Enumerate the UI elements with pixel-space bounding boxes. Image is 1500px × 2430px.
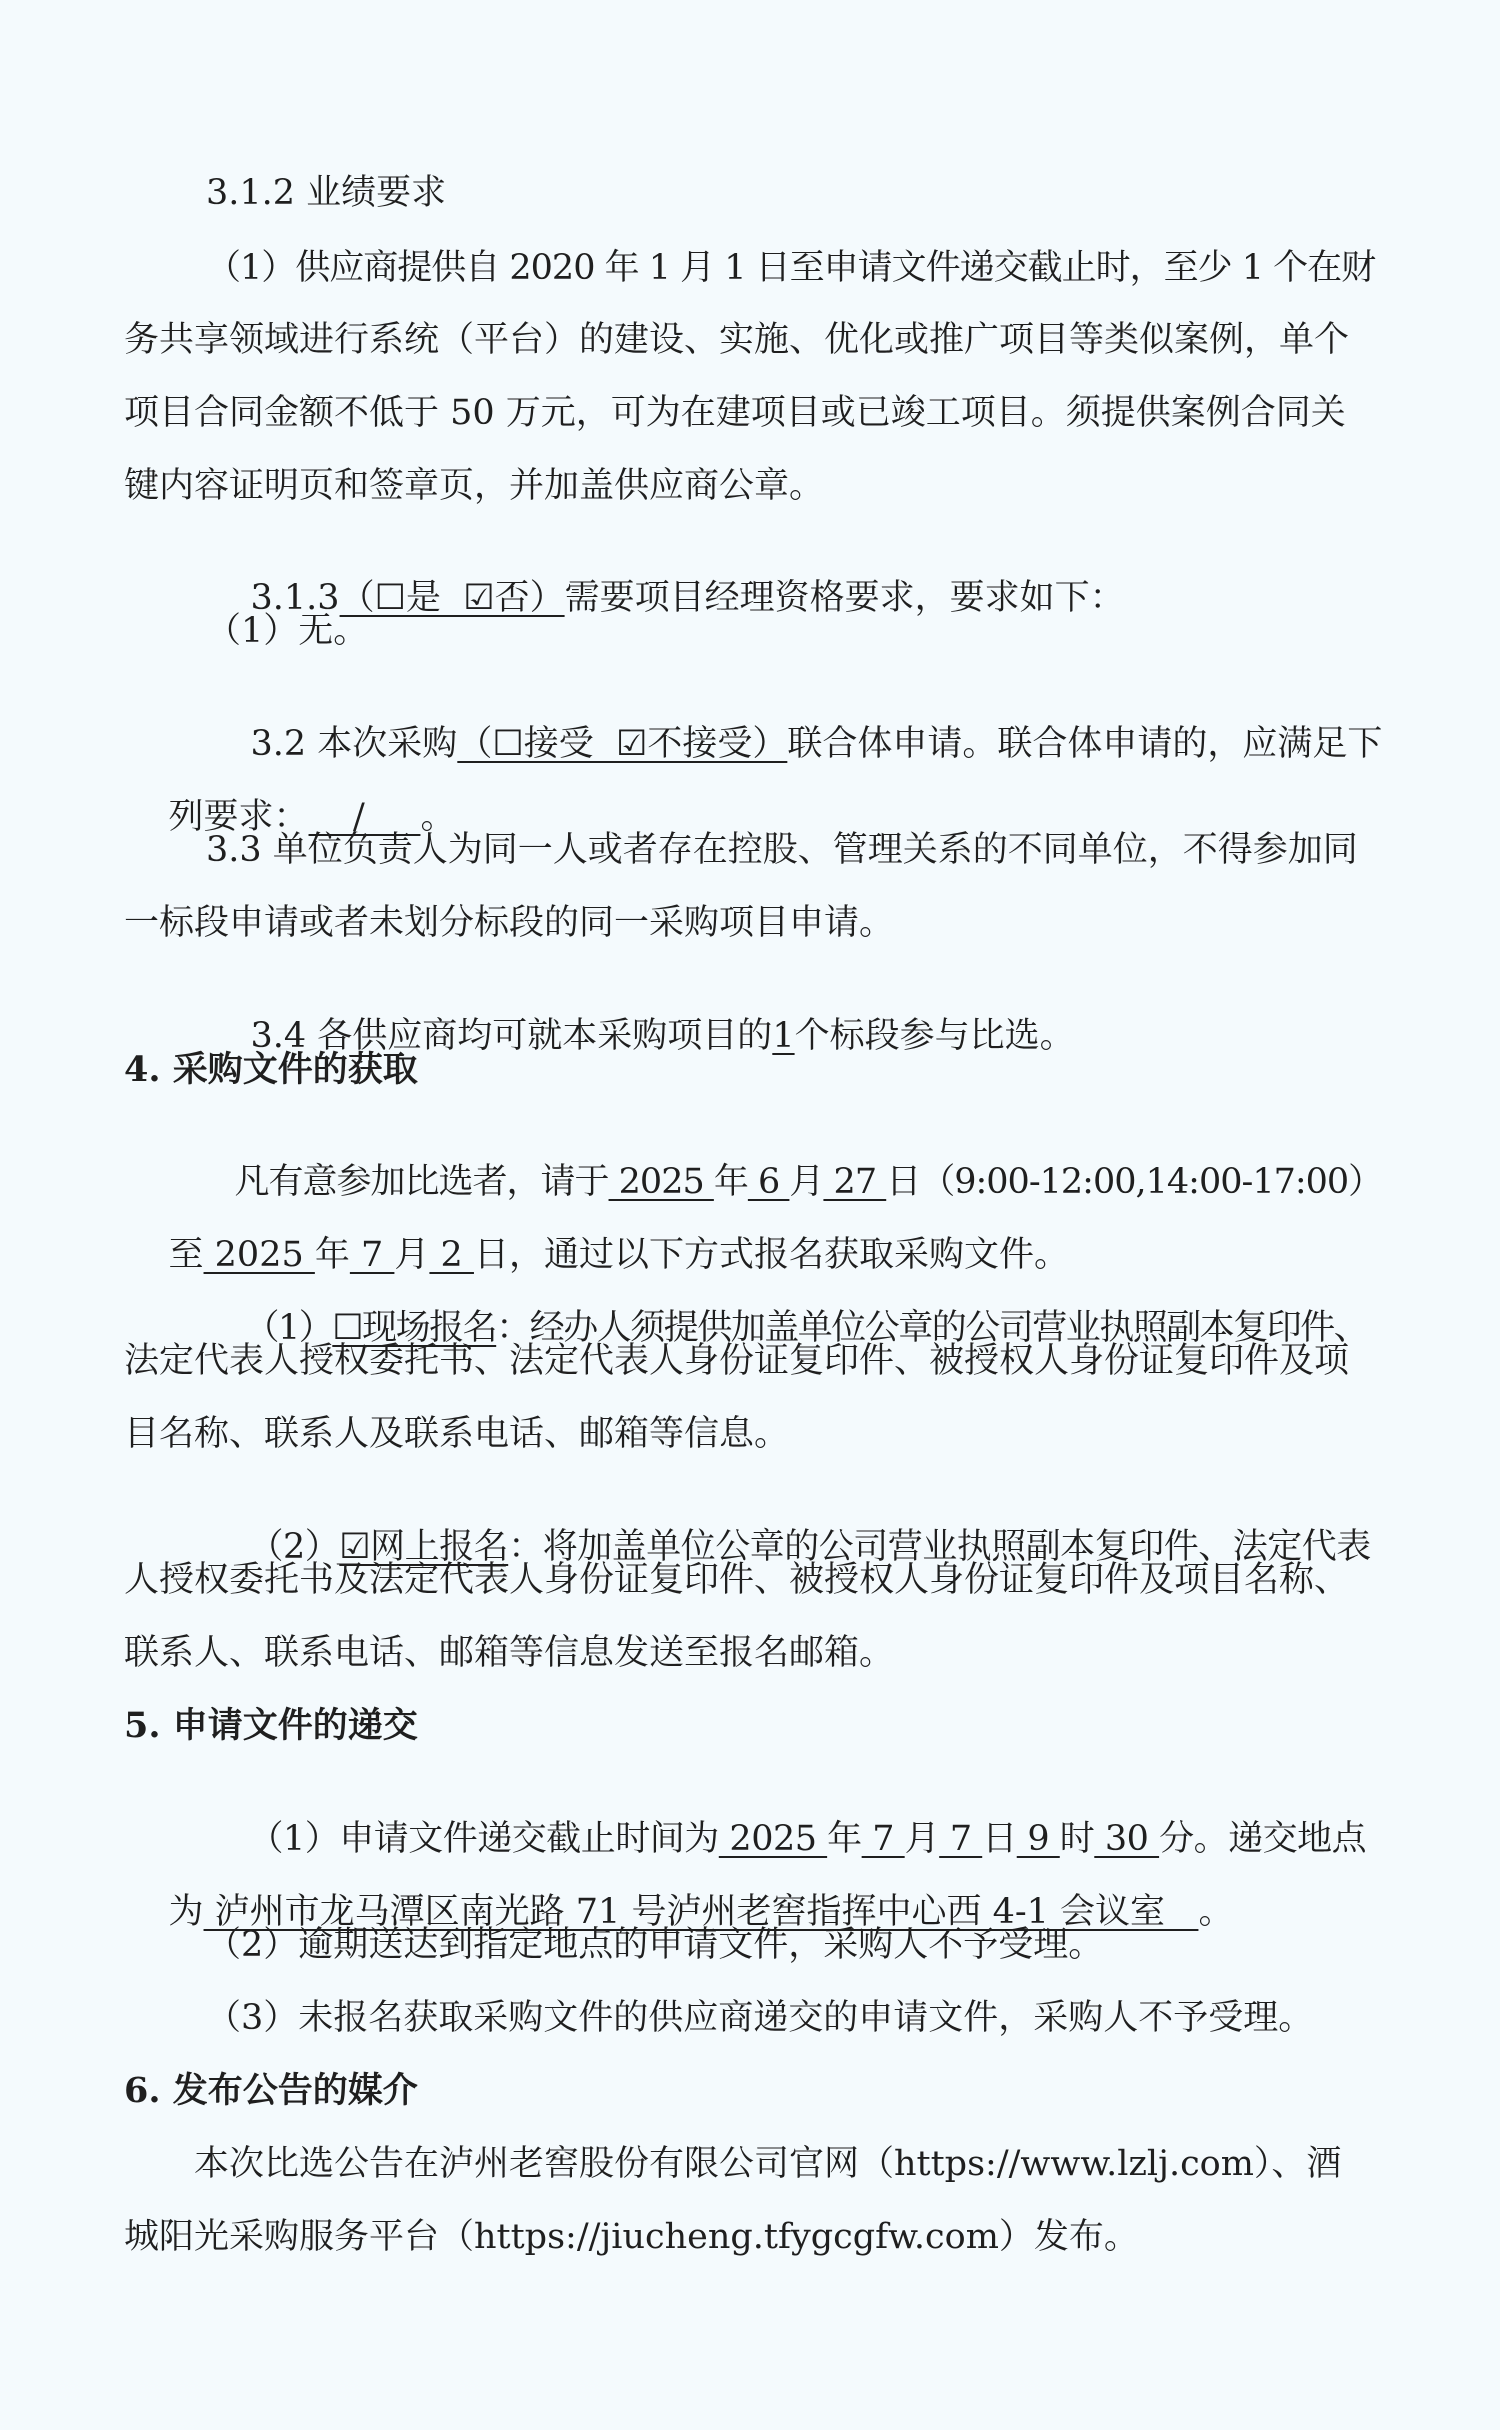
filled-value: 1 bbox=[772, 1016, 795, 1056]
paragraph-text: 年 bbox=[314, 1235, 350, 1275]
filled-value: 27 bbox=[823, 1162, 887, 1202]
paragraph-text: 凡有意参加比选者，请于 bbox=[234, 1162, 609, 1202]
filled-value: 2025 bbox=[608, 1162, 714, 1202]
paragraph-text: 日，通过以下方式报名获取采购文件。 bbox=[473, 1235, 1069, 1275]
section-3-1-2-title: 3.1.2 业绩要求 bbox=[206, 173, 447, 213]
section-4-heading: 4. 采购文件的获取 bbox=[124, 1049, 418, 1090]
paragraph-line: 人授权委托书及法定代表人身份证复印件、被授权人身份证复印件及项目名称、 bbox=[124, 1560, 1350, 1600]
paragraph-line: （1）供应商提供自 2020 年 1 月 1 日至申请文件递交截止时，至少 1 个在财 bbox=[206, 248, 1376, 288]
paragraph-line: 项目合同金额不低于 50 万元，可为在建项目或已竣工项目。须提供案例合同关 bbox=[124, 393, 1346, 433]
paragraph-line: （1）无。 bbox=[206, 611, 369, 651]
paragraph-line bbox=[124, 1852, 1384, 1932]
option-checkbox: ☑网上报名 bbox=[339, 1527, 509, 1567]
section-3-1-3-line bbox=[206, 538, 1384, 618]
filled-value: 7 bbox=[939, 1819, 983, 1859]
paragraph-text: 分。递交地点 bbox=[1159, 1819, 1367, 1859]
section-3-4-line bbox=[206, 976, 1384, 1056]
paragraph-line: 3.3 单位负责人为同一人或者存在控股、管理关系的不同单位，不得参加同 bbox=[206, 830, 1358, 870]
paragraph-line bbox=[206, 1487, 1384, 1567]
paragraph-text: 月 bbox=[789, 1162, 824, 1202]
paragraph-text: （1）申请文件递交截止时间为 bbox=[248, 1819, 719, 1859]
paragraph-text: 。 bbox=[420, 797, 456, 837]
filled-value: 7 bbox=[861, 1819, 905, 1859]
paragraph-text: 日 bbox=[982, 1819, 1017, 1859]
filled-value: 2025 bbox=[203, 1235, 315, 1275]
paragraph-text: 3.2 本次采购 bbox=[250, 724, 458, 764]
paragraph-line: 本次比选公告在泸州老窖股份有限公司官网（https://www.lzlj.com）、酒 bbox=[194, 2144, 1342, 2184]
paragraph-line: （2）逾期送达到指定地点的申请文件，采购人不予受理。 bbox=[206, 1925, 1104, 1965]
paragraph-text: 。 bbox=[1198, 1892, 1234, 1932]
filled-value: 6 bbox=[747, 1162, 790, 1202]
paragraph-text: 月 bbox=[904, 1819, 940, 1859]
paragraph-line: 键内容证明页和签章页，并加盖供应商公章。 bbox=[124, 466, 825, 506]
paragraph-text: 列要求： bbox=[168, 797, 309, 837]
filled-value: 2 bbox=[429, 1235, 474, 1275]
paragraph-line: 联系人、联系电话、邮箱等信息发送至报名邮箱。 bbox=[124, 1633, 895, 1673]
paragraph-line: 城阳光采购服务平台（https://jiucheng.tfygcgfw.com）发布。 bbox=[124, 2217, 1139, 2257]
filled-value: 30 bbox=[1094, 1819, 1160, 1859]
section-5-heading: 5. 申请文件的递交 bbox=[124, 1705, 418, 1746]
paragraph-line bbox=[194, 1122, 1384, 1202]
paragraph-text: 联合体申请。联合体申请的，应满足下 bbox=[787, 724, 1383, 764]
filled-value: 7 bbox=[349, 1235, 395, 1275]
paragraph-line: 务共享领域进行系统（平台）的建设、实施、优化或推广项目等类似案例，单个 bbox=[124, 320, 1350, 360]
paragraph-text: 3.4 各供应商均可就本采购项目的 bbox=[250, 1016, 773, 1056]
paragraph-text: 为 bbox=[168, 1892, 204, 1932]
option-checkbox: ☐现场报名 bbox=[332, 1308, 497, 1348]
paragraph-line bbox=[124, 757, 1384, 837]
paragraph-text: （2） bbox=[248, 1527, 340, 1567]
paragraph-line: 目名称、联系人及联系电话、邮箱等信息。 bbox=[124, 1414, 790, 1454]
filled-value: 泸州市龙马潭区南光路 71 号泸州老窖指挥中心西 4-1 会议室 bbox=[203, 1892, 1199, 1932]
paragraph-line bbox=[206, 1779, 1384, 1859]
section-number: 3.1.3 bbox=[250, 578, 340, 618]
section-3-2-line bbox=[206, 684, 1384, 764]
blank-field: / bbox=[308, 797, 421, 837]
paragraph-text: 日（9:00-12:00,14:00-17:00） bbox=[886, 1162, 1383, 1202]
paragraph-line: （3）未报名获取采购文件的供应商递交的申请文件，采购人不予受理。 bbox=[206, 1998, 1314, 2038]
paragraph-text: 个标段参与比选。 bbox=[794, 1016, 1075, 1056]
paragraph-line bbox=[206, 1268, 1384, 1348]
paragraph-text: （1） bbox=[244, 1308, 333, 1348]
option-checkbox-group: （☐接受 ☑不接受） bbox=[457, 724, 788, 764]
paragraph-text: ：经办人须提供加盖单位公章的公司营业执照副本复印件、 bbox=[496, 1308, 1368, 1348]
paragraph-line bbox=[124, 1195, 1384, 1275]
paragraph-text: 月 bbox=[394, 1235, 430, 1275]
paragraph-line: 法定代表人授权委托书、法定代表人身份证复印件、被授权人身份证复印件及项 bbox=[124, 1341, 1350, 1381]
paragraph-text: 需要项目经理资格要求，要求如下： bbox=[564, 578, 1125, 618]
filled-value: 9 bbox=[1016, 1819, 1060, 1859]
paragraph-text: 年 bbox=[827, 1819, 862, 1859]
filled-value: 2025 bbox=[718, 1819, 828, 1859]
paragraph-text: 时 bbox=[1059, 1819, 1095, 1859]
paragraph-text: 年 bbox=[713, 1162, 748, 1202]
paragraph-line: 一标段申请或者未划分标段的同一采购项目申请。 bbox=[124, 903, 895, 943]
paragraph-text: ：将加盖单位公章的公司营业执照副本复印件、法定代表 bbox=[508, 1527, 1371, 1567]
section-6-heading: 6. 发布公告的媒介 bbox=[124, 2070, 418, 2111]
paragraph-text: 至 bbox=[168, 1235, 204, 1275]
option-checkbox-group: （☐是 ☑否） bbox=[339, 578, 565, 618]
